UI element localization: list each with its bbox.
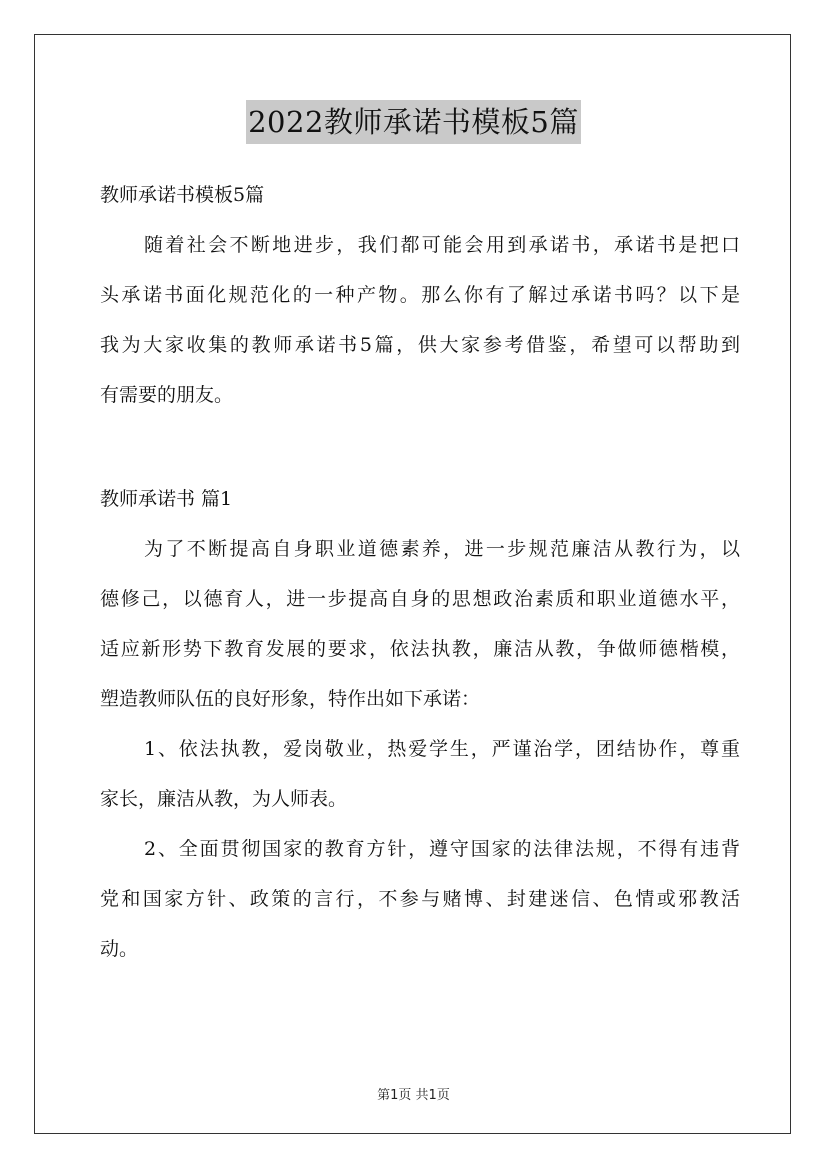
section-paragraph (100, 524, 740, 724)
text-line: 为了不断提高自身职业道德素养，进一步规范廉洁从教行为，以 (144, 538, 740, 560)
text-line: 有需要的朋友。 (100, 384, 234, 406)
subtitle: 教师承诺书模板5篇 (100, 184, 265, 206)
text-line: 德修己，以德育人，进一步提高自身的思想政治素质和职业道德水平， (100, 588, 740, 610)
text-line: 头承诺书面化规范化的一种产物。那么你有了解过承诺书吗？以下是 (100, 284, 740, 306)
text-line: 家长，廉洁从教，为人师表。 (100, 788, 348, 810)
text-line: 1、依法执教，爱岗敬业，热爱学生，严谨治学，团结协作，尊重 (144, 738, 740, 760)
commitment-item-2 (100, 824, 740, 974)
page-footer: 第1页 共1页 (377, 1088, 450, 1103)
section-heading: 教师承诺书 篇1 (100, 488, 233, 510)
document-body (100, 170, 740, 974)
text-line: 动。 (100, 938, 139, 960)
intro-paragraph (100, 220, 740, 420)
text-line: 2、全面贯彻国家的教育方针，遵守国家的法律法规，不得有违背 (144, 838, 740, 860)
text-line: 我为大家收集的教师承诺书5篇，供大家参考借鉴，希望可以帮助到 (100, 334, 740, 356)
title-area (0, 100, 827, 144)
text-line: 随着社会不断地进步，我们都可能会用到承诺书，承诺书是把口 (144, 234, 740, 256)
commitment-item-1 (100, 724, 740, 824)
text-line: 党和国家方针、政策的言行，不参与赌博、封建迷信、色情或邪教活 (100, 888, 740, 910)
text-line: 适应新形势下教育发展的要求，依法执教，廉洁从教，争做师德楷模， (100, 638, 740, 660)
text-line: 塑造教师队伍的良好形象，特作出如下承诺： (100, 688, 481, 710)
document-title: 2022教师承诺书模板5篇 (246, 100, 581, 144)
